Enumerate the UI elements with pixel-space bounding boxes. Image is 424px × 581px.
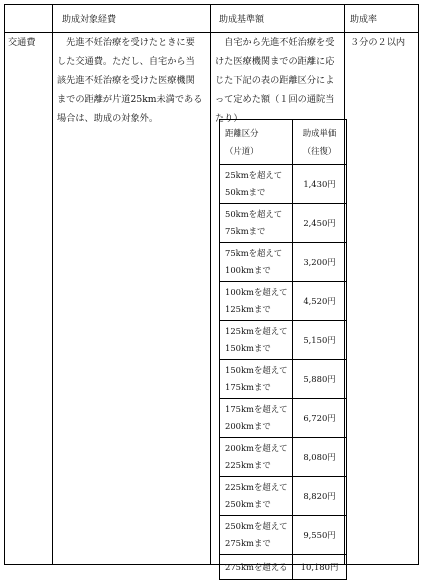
distance-row <box>220 516 347 555</box>
distance-row <box>220 360 347 399</box>
amount-header-cell: 助成単価 （往復） <box>293 120 347 165</box>
expense-line: 該先進不妊治療を受けた医療機関 <box>57 75 195 86</box>
distance-row <box>220 438 347 477</box>
distance-range: 75kmを超えて 100kmまで <box>220 243 293 282</box>
header-expense: 助成対象経費 <box>62 15 117 25</box>
expense-line: 先進不妊治療を受けたときに要 <box>57 37 195 48</box>
distance-range: 50kmを超えて 75kmまで <box>220 204 293 243</box>
distance-row <box>220 165 347 204</box>
distance-range: 250kmを超えて 275kmまで <box>220 516 293 555</box>
distance-header-cell: 距離区分 （片道） <box>220 120 293 165</box>
standard-line: って定めた額（１回の通院当 <box>215 94 335 105</box>
distance-table <box>219 119 347 580</box>
distance-amount: 8,820円 <box>293 477 347 516</box>
distance-row <box>220 399 347 438</box>
distance-row <box>220 477 347 516</box>
column-divider-2 <box>210 5 211 564</box>
distance-range: 175kmを超えて 200kmまで <box>220 399 293 438</box>
distance-amount: 5,880円 <box>293 360 347 399</box>
standard-line: けた医療機関までの距離に応 <box>215 56 335 67</box>
distance-row <box>220 555 347 580</box>
distance-range: 150kmを超えて 175kmまで <box>220 360 293 399</box>
distance-row <box>220 243 347 282</box>
distance-amount: 2,450円 <box>293 204 347 243</box>
header-rate: 助成率 <box>350 15 378 25</box>
distance-range: 125kmを超えて 150kmまで <box>220 321 293 360</box>
distance-amount: 10,180円 <box>293 555 347 580</box>
distance-range: 275kmを超える <box>220 555 293 580</box>
subsidy-table <box>4 4 419 572</box>
distance-amount: 3,200円 <box>293 243 347 282</box>
expense-line: した交通費。ただし、自宅から当 <box>57 56 195 67</box>
distance-range: 100kmを超えて 125kmまで <box>220 282 293 321</box>
standard-line: たり） <box>215 113 243 124</box>
distance-amount: 8,080円 <box>293 438 347 477</box>
header-standard: 助成基準額 <box>219 15 265 25</box>
distance-range: 25kmを超えて 50kmまで <box>220 165 293 204</box>
standard-line: 自宅から先進不妊治療を受 <box>215 37 335 48</box>
standard-line: じた下記の表の距離区分によ <box>215 75 335 86</box>
expense-description <box>57 33 202 128</box>
category-cell: 交通費 <box>8 37 36 48</box>
distance-amount: 5,150円 <box>293 321 347 360</box>
column-divider-1 <box>52 5 53 564</box>
distance-amount: 9,550円 <box>293 516 347 555</box>
expense-line: までの距離が片道25km未満である <box>57 94 203 105</box>
distance-amount: 6,720円 <box>293 399 347 438</box>
distance-row <box>220 282 347 321</box>
standard-description <box>215 33 334 128</box>
distance-range: 200kmを超えて 225kmまで <box>220 438 293 477</box>
distance-row <box>220 321 347 360</box>
distance-amount: 1,430円 <box>293 165 347 204</box>
distance-row <box>220 204 347 243</box>
distance-range: 225kmを超えて 250kmまで <box>220 477 293 516</box>
rate-cell: ３分の２以内 <box>350 37 406 48</box>
distance-amount: 4,520円 <box>293 282 347 321</box>
expense-line: 場合は、助成の対象外。 <box>57 113 159 124</box>
distance-table-header <box>220 120 347 165</box>
